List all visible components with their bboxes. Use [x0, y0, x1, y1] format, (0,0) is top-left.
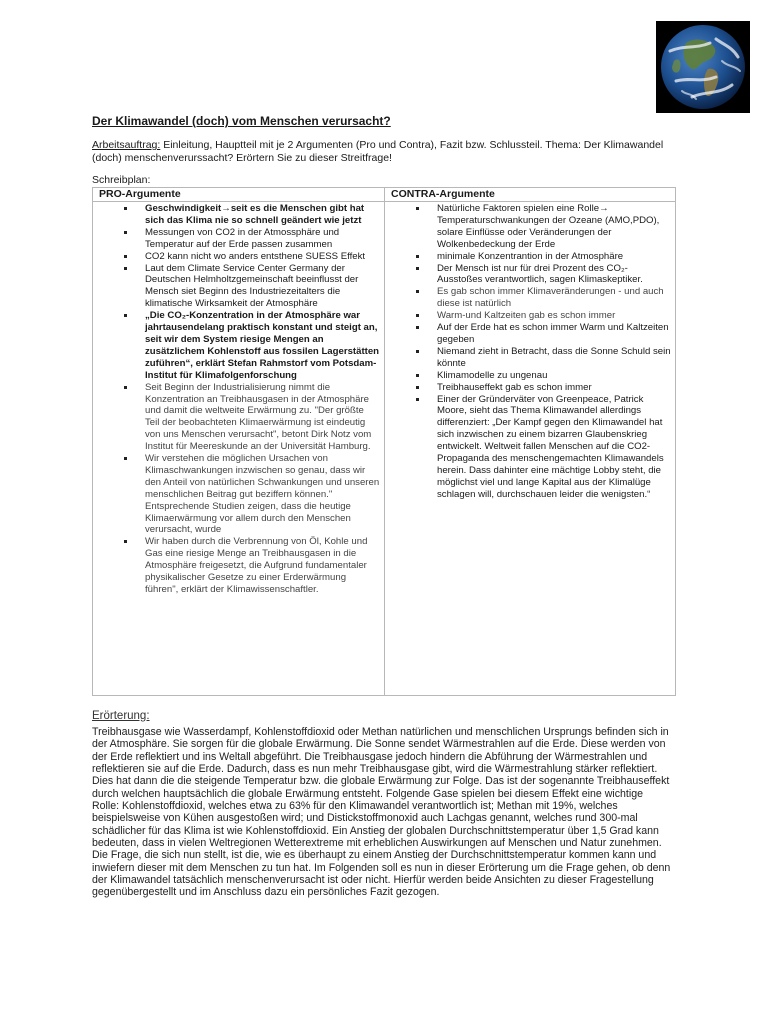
contra-argument: Treibhauseffekt gab es schon immer	[389, 382, 671, 394]
contra-argument: Auf der Erde hat es schon immer Warm und Kaltzeiten gegeben	[389, 322, 671, 346]
assignment	[92, 139, 682, 165]
pro-argument: Laut dem Climate Service Center Germany der Deutschen Helmholtzgemeinschaft beeinflusst der Mensch siet Beginn des Industriezeitalters die klimatische Wirksamkeit der Atmosphäre	[97, 263, 380, 311]
contra-header: CONTRA-Argumente	[385, 188, 676, 202]
pro-argument: „Die CO₂-Konzentration in der Atmosphäre war jahrtausendelang praktisch konstant und steigt an, seit wir dem System riesige Mengen an zusätzlichem Kohlenstoff aus fossilen Lagerstätten zuführen“, erklärt Stefan Rahmstorf vom Potsdam-Institut für Klimafolgenforschung	[97, 310, 380, 381]
pro-header: PRO-Argumente	[93, 188, 385, 202]
contra-column	[385, 202, 676, 696]
contra-argument: Es gab schon immer Klimaveränderungen - und auch diese ist natürlich	[389, 286, 671, 310]
pro-column	[93, 202, 385, 696]
page-title: Der Klimawandel (doch) vom Menschen verursacht?	[92, 114, 391, 128]
earth-image	[656, 21, 750, 113]
pro-argument: Seit Beginn der Industrialisierung nimmt die Konzentration an Treibhausgasen in der Atmosphäre und damit die weltweite Erwärmung zu. "Der größte Teil der beobachteten Klimaerwärmung ist eindeutig von uns Menschen verursacht", betont Dirk Notz vom Institut für Meereskunde an der Universität Hamburg.	[97, 382, 380, 453]
pro-argument: Wir verstehen die möglichen Ursachen von Klimaschwankungen inzwischen so genau, dass wir den Anteil von natürlichen Schwankungen und unseren menschlichen Beitrag gut beziffern können." Entsprechende Studien zeigen, dass die heutige Klimaerwärmung vor allem durch den Menschen verursacht, wurde	[97, 453, 380, 536]
schreibplan-label: Schreibplan:	[92, 174, 151, 186]
contra-argument: Natürliche Faktoren spielen eine Rolle→ Temperaturschwankungen der Ozeane (AMO,PDO), solare Einflüsse oder Veränderungen der Wolkenbedeckung der Erde	[389, 203, 671, 251]
contra-argument: Der Mensch ist nur für drei Prozent des CO₂-Ausstoßes verantwortlich, sagen Klimaskeptiker.	[389, 263, 671, 287]
pro-argument: Wir haben durch die Verbrennung von Öl, Kohle und Gas eine riesige Menge an Treibhausgasen in die Atmosphäre freigesetzt, die Aufgrund fundamentaler physikalischer Gesetze zu einer Erderwärmung führen", erklärt der Klimawissenschaftler.	[97, 536, 380, 596]
eroerterung-heading: Erörterung:	[92, 710, 150, 722]
contra-argument: Einer der Gründerväter von Greenpeace, Patrick Moore, sieht das Thema Klimawandel allerdings differenziert: „Der Kampf gegen den Klimawandel hat sich inzwischen zu einem bizarren Glaubenskrieg entwickelt. Weltweit fallen Menschen auf die CO2-Propaganda des menschengemachten Klimawandels herein. Dass dahinter eine mächtige Lobby steht, die möglichst viel und lange Kapital aus der Klimalüge schlagen will, durchschauen leider die wenigsten.“	[389, 394, 671, 501]
assignment-label: Arbeitsauftrag:	[92, 139, 161, 151]
pro-argument: CO2 kann nicht wo anders entsthene SUESS Effekt	[97, 251, 380, 263]
pro-argument: Messungen von CO2 in der Atmossphäre und Temperatur auf der Erde passen zusammen	[97, 227, 380, 251]
eroerterung-text: Treibhausgase wie Wasserdampf, Kohlenstoffdioxid oder Methan natürlichen und menschlichen Ursprungs befinden sich in der Atmosphäre. Sie sorgen für die globale Erwärmung. Die Sonne sendet Wärmestrahlen auf die Erde. Diese werden von der Erde reflektiert und ins Weltall abgeführt. Die Treibhausgase jedoch hindern die Abführung der Wärmestrahlen und reflektieren sie auf die Erde. Dadurch, dass es nun mehr Treibhausgase gibt, wird die Wärmestrahlung stärker reflektiert. Dies hat dann die die steigende Temperatur bzw. die globale Erwärmung zur Folge. Das ist der sogenannte Treibhauseffekt durch welchen hauptsächlich die globale Erwärmung entsteht. Folgende Gase spielen bei diesem Effekt eine wichtige Rolle: Kohlenstoffdioxid, welches etwa zu 63% für den Klimawandel verantwortlich ist; Methan mit 19%, welches beispielsweise von Kühen ausgestoßen wird; und Distickstoffmonoxid auch Lachgas genannt, welches rund 300-mal schädlicher für das Klima ist wie Kohlenstoffdioxid. Ein Anstieg der globalen Durchschnittstemperatur über 1,5 Grad kann bedeuten, dass in vielen Weltregionen Wetterextreme mit erheblichen Auswirkungen auf Menschen und Natur zunehmen. Die Frage, die sich nun stellt, ist die, wie es überhaupt zu einem Anstieg der Durchschnittstemperatur kommen kann und inwiefern dieser mit dem Menschen zu tun hat. Im Folgenden soll es nun in dieser Erörterung um die Frage gehen, ob denn der Klimawandel tatsächlich menschenverursacht ist oder nicht. Hierfür werden beide Ansichten zu dieser Fragestellung gegenübergestellt und im Anschluss dazu ein persönliches Fazit gezogen.	[92, 726, 671, 899]
pro-argument: Geschwindigkeit→seit es die Menschen gibt hat sich das Klima nie so schnell geändert wie jetzt	[97, 203, 380, 227]
assignment-text: Einleitung, Hauptteil mit je 2 Argumenten (Pro und Contra), Fazit bzw. Schlussteil. Thema: Der Klimawandel (doch) menschenverurssacht? Erörtern Sie zu dieser Streitfrage!	[92, 139, 664, 164]
contra-argument: minimale Konzentrantion in der Atmosphäre	[389, 251, 671, 263]
contra-argument: Niemand zieht in Betracht, dass die Sonne Schuld sein könnte	[389, 346, 671, 370]
contra-argument: Klimamodelle zu ungenau	[389, 370, 671, 382]
argument-table	[92, 187, 676, 696]
contra-argument: Warm-und Kaltzeiten gab es schon immer	[389, 310, 671, 322]
